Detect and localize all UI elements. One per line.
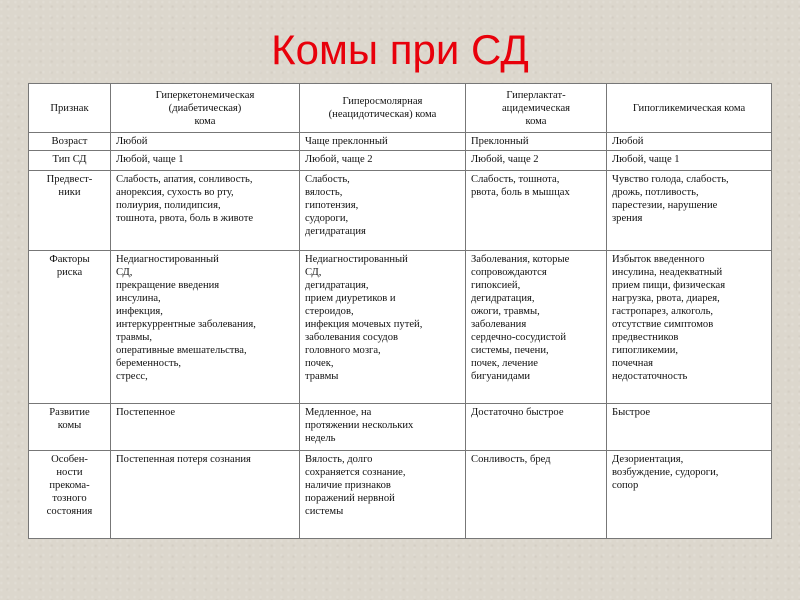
row-label-coma-development (29, 404, 111, 451)
cell-text-line: полиурия, полидипсия, (116, 200, 221, 211)
table-cell (466, 451, 607, 539)
cell-text-line: Тип СД (52, 154, 87, 165)
coma-comparison-table (28, 83, 772, 539)
cell-text-line: прием диуретиков и (305, 293, 396, 304)
cell-text-line: Возраст (51, 136, 88, 147)
cell-text-line: состояния (46, 506, 93, 517)
cell-text-line: травмы (305, 371, 339, 382)
cell-text-line: недостаточность (612, 371, 688, 382)
cell-text-line: оперативные вмешательства, (116, 345, 247, 356)
table-row-precursors (29, 171, 772, 251)
table-cell (111, 171, 300, 251)
cell-text-line: отсутствие симптомов (612, 319, 714, 330)
cell-text-line: Недиагностированный (305, 254, 408, 265)
table-row-diabetes-type (29, 151, 772, 171)
table-row-precoma-features (29, 451, 772, 539)
table-cell (466, 404, 607, 451)
cell-text-line: головного мозга, (305, 345, 381, 356)
cell-text-line: наличие признаков (305, 480, 391, 491)
cell-text-line: рвота, боль в мышцах (471, 187, 570, 198)
cell-text-line: стероидов, (305, 306, 354, 317)
cell-text-line: дегидратация (305, 226, 366, 237)
cell-text-line: системы (305, 506, 344, 517)
cell-text-line: кома (525, 115, 547, 127)
cell-text-line: Избыток введенного (612, 254, 705, 265)
cell-text-line: Любой, чаще 1 (116, 154, 184, 165)
cell-text-line: прекращение введения (116, 280, 220, 291)
table-row-risk-factors (29, 251, 772, 404)
cell-text-line: гипотензия, (305, 200, 359, 211)
slide-title: Комы при СД (271, 26, 529, 73)
cell-text-line: Любой (116, 136, 148, 147)
cell-text-line: вялость, (305, 187, 343, 198)
cell-text-line: Преклонный (471, 136, 529, 147)
row-label-age (29, 133, 111, 151)
table-row-coma-development (29, 404, 772, 451)
cell-text-line: почек, (305, 358, 334, 369)
cell-text-line: ацидемическая (501, 102, 571, 114)
cell-text-line: Сонливость, бред (471, 454, 551, 465)
cell-text-line: СД, (305, 267, 322, 278)
table-cell (111, 151, 300, 171)
cell-text-line: Чувство голода, слабость, (612, 174, 729, 185)
cell-text-line: Слабость, (305, 174, 350, 185)
cell-text-line: СД, (116, 267, 133, 278)
table-cell (111, 133, 300, 151)
table-cell (300, 451, 466, 539)
table-cell (111, 251, 300, 404)
cell-text-line: ники (58, 187, 81, 198)
cell-text-line: почек, лечение (471, 358, 538, 369)
cell-text-line: Признак (50, 102, 89, 114)
cell-text-line: Особен- (51, 454, 88, 465)
cell-text-line: Предвест- (46, 174, 93, 185)
cell-text-line: Гипогликемическая кома (632, 102, 746, 114)
cell-text-line: возбуждение, судороги, (612, 467, 719, 478)
cell-text-line: гипоксией, (471, 280, 521, 291)
cell-text-line: сопровождаются (471, 267, 547, 278)
cell-text-line: гипогликемии, (612, 345, 679, 356)
cell-text-line: комы (57, 420, 82, 431)
cell-text-line: Любой, чаще 1 (612, 154, 680, 165)
table-row-age (29, 133, 772, 151)
header-cell-hyperosmolar-coma (300, 84, 466, 133)
cell-text-line: Любой, чаще 2 (305, 154, 373, 165)
cell-text-line: травмы, (116, 332, 153, 343)
cell-text-line: прекома- (49, 480, 90, 491)
cell-text-line: беременность, (116, 358, 182, 369)
cell-text-line: Постепенное (116, 407, 176, 418)
header-cell-lactic-acidosis-coma (466, 84, 607, 133)
cell-text-line: бигуанидами (471, 371, 531, 382)
row-label-risk-factors (29, 251, 111, 404)
cell-text-line: инфекция мочевых путей, (305, 319, 423, 330)
cell-text-line: сопор (612, 480, 639, 491)
table-cell (300, 151, 466, 171)
cell-text-line: риска (56, 267, 83, 278)
table-header-row (29, 84, 772, 133)
cell-text-line: дрожь, потливость, (612, 187, 699, 198)
cell-text-line: Вялость, долго (305, 454, 373, 465)
cell-text-line: тошнота, рвота, боль в животе (116, 213, 254, 224)
cell-text-line: Слабость, тошнота, (471, 174, 560, 185)
header-cell-ketoacidotic-coma (111, 84, 300, 133)
cell-text-line: Постепенная потеря сознания (116, 454, 251, 465)
table-cell (300, 404, 466, 451)
cell-text-line: (диабетическая) (168, 102, 242, 114)
cell-text-line: (неацидотическая) кома (328, 109, 437, 120)
cell-text-line: инсулина, (116, 293, 161, 304)
cell-text-line: поражений нервной (305, 493, 395, 504)
cell-text-line: Достаточно быстрое (471, 407, 564, 418)
table-cell (300, 133, 466, 151)
cell-text-line: Заболевания, которые (471, 254, 570, 265)
table-cell (607, 404, 772, 451)
cell-text-line: Гиперкетонемическая (155, 89, 255, 101)
cell-text-line: парестезии, нарушение (612, 200, 718, 211)
cell-text-line: предвестников (612, 332, 679, 343)
cell-text-line: стресс, (116, 371, 148, 382)
cell-text-line: Дезориентация, (612, 454, 684, 465)
cell-text-line: ожоги, травмы, (471, 306, 540, 317)
cell-text-line: недель (305, 433, 336, 444)
table-cell (466, 251, 607, 404)
cell-text-line: Гиперлактат- (506, 89, 566, 101)
cell-text-line: Чаще преклонный (305, 136, 388, 147)
cell-text-line: заболевания сосудов (305, 332, 398, 343)
cell-text-line: Любой (612, 136, 644, 147)
row-label-diabetes-type (29, 151, 111, 171)
table-cell (111, 404, 300, 451)
cell-text-line: дегидратация, (305, 280, 369, 291)
cell-text-line: прием пищи, физическая (612, 280, 726, 291)
row-label-precursors (29, 171, 111, 251)
cell-text-line: почечная (612, 358, 654, 369)
table-cell (300, 171, 466, 251)
cell-text-line: сохраняется сознание, (305, 467, 406, 478)
header-cell-hypoglycemic-coma (607, 84, 772, 133)
table-cell (607, 251, 772, 404)
cell-text-line: Слабость, апатия, сонливость, (116, 174, 253, 185)
cell-text-line: Недиагностированный (116, 254, 219, 265)
table-cell (466, 171, 607, 251)
cell-text-line: сердечно-сосудистой (471, 332, 567, 343)
cell-text-line: кома (194, 115, 216, 127)
cell-text-line: Медленное, на (305, 407, 372, 418)
table-cell (607, 451, 772, 539)
cell-text-line: протяжении нескольких (305, 420, 414, 431)
cell-text-line: заболевания (471, 319, 527, 330)
cell-text-line: ности (56, 467, 83, 478)
cell-text-line: анорексия, сухость во рту, (116, 187, 234, 198)
row-label-precoma-features (29, 451, 111, 539)
cell-text-line: нагрузка, рвота, диарея, (612, 293, 720, 304)
table-cell (466, 151, 607, 171)
table-cell (607, 171, 772, 251)
cell-text-line: Развитие (49, 407, 90, 418)
cell-text-line: Гиперосмолярная (342, 96, 423, 107)
cell-text-line: инфекция, (116, 306, 163, 317)
cell-text-line: дегидратация, (471, 293, 535, 304)
cell-text-line: тозного (52, 493, 87, 504)
cell-text-line: зрения (612, 213, 643, 224)
table-cell (607, 151, 772, 171)
cell-text-line: Быстрое (612, 407, 651, 418)
cell-text-line: Факторы (49, 254, 90, 265)
cell-text-line: интеркуррентные заболевания, (116, 319, 256, 330)
cell-text-line: инсулина, неадекватный (612, 267, 723, 278)
cell-text-line: системы, печени, (471, 345, 549, 356)
cell-text-line: гастропарез, алкоголь, (612, 306, 714, 317)
table-cell (111, 451, 300, 539)
cell-text-line: судороги, (305, 213, 349, 224)
cell-text-line: Любой, чаще 2 (471, 154, 539, 165)
table-cell (607, 133, 772, 151)
header-cell-feature (29, 84, 111, 133)
coma-comparison-table-container (28, 83, 771, 539)
table-cell (466, 133, 607, 151)
table-cell (300, 251, 466, 404)
